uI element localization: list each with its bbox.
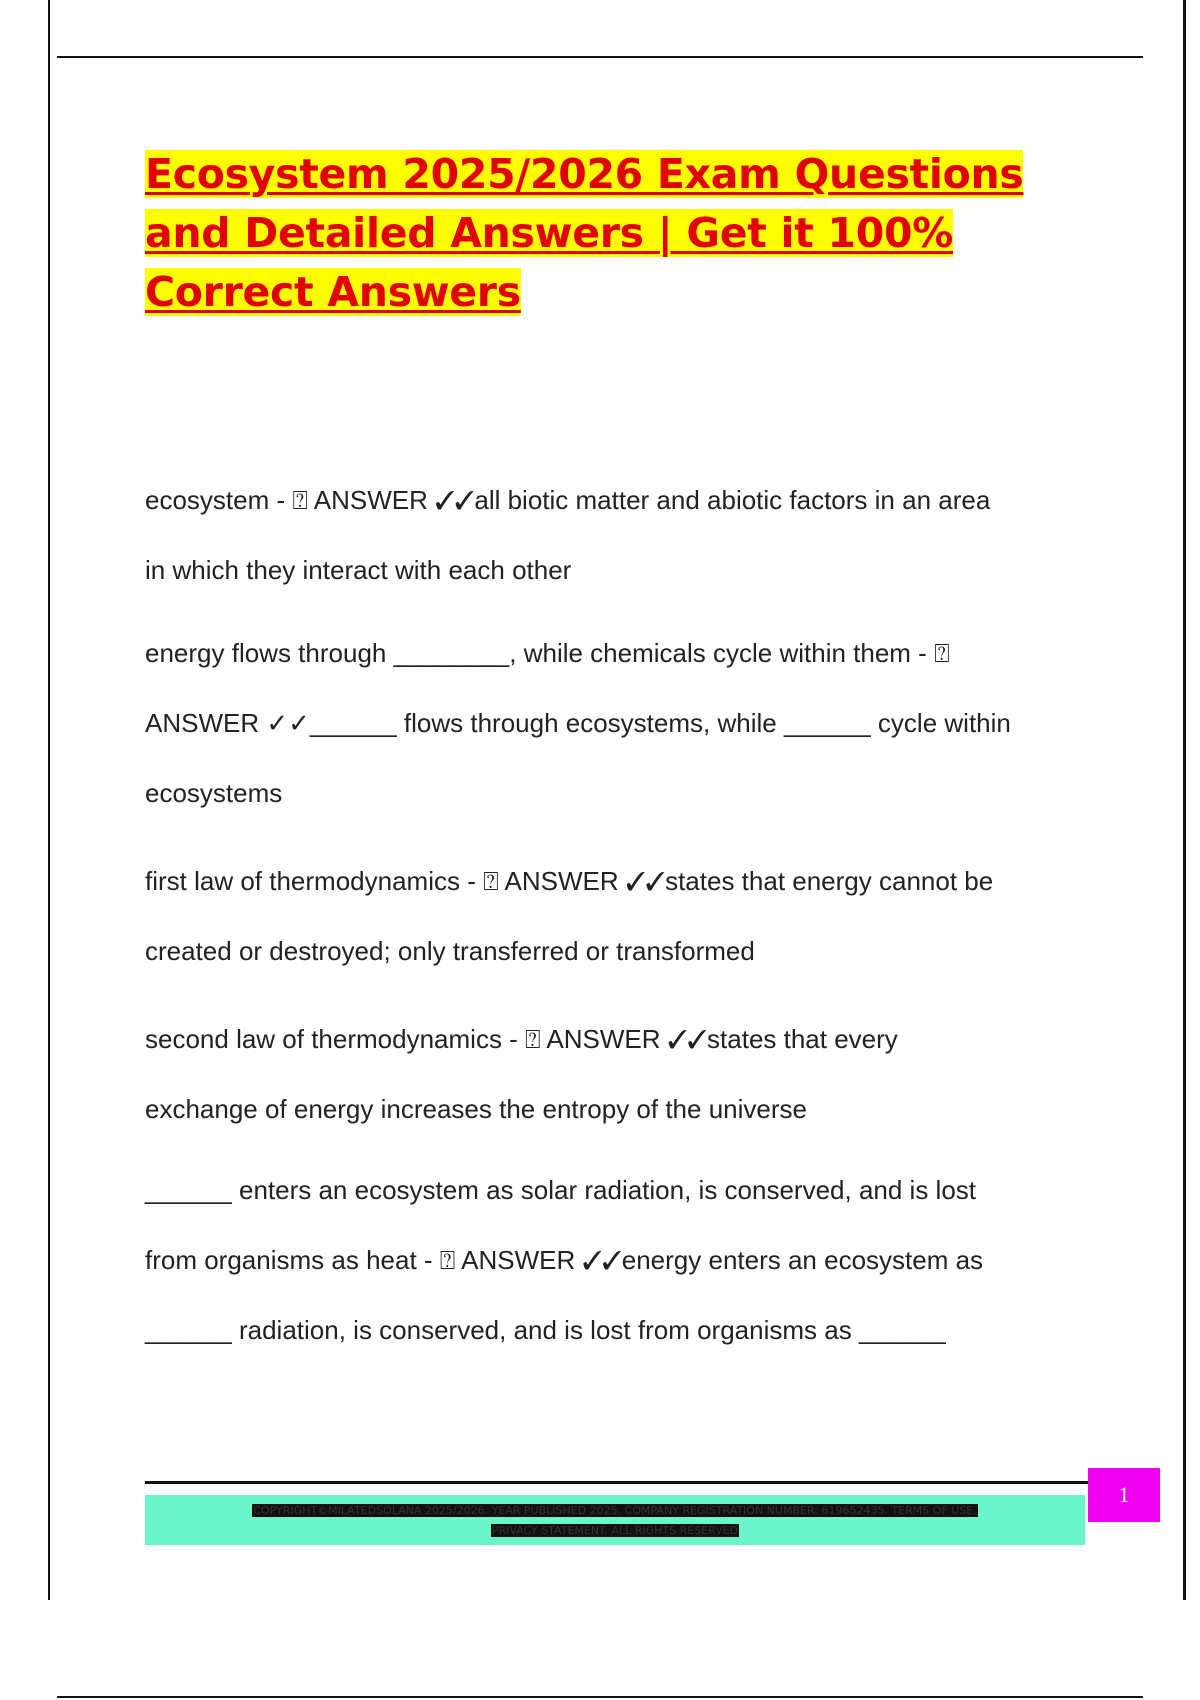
qa-item-solar-energy bbox=[145, 1155, 1080, 1365]
qa-line: ______ radiation, is conserved, and is lost from organisms as ______ bbox=[145, 1315, 946, 1345]
page-border-right bbox=[1183, 0, 1186, 1600]
qa-line: ecosystems bbox=[145, 778, 283, 808]
title-line: Ecosystem 2025/2026 Exam Questions bbox=[145, 150, 1024, 198]
qa-line: second law of thermodynamics - ⍰ ANSWER ✓✓states that every bbox=[145, 1024, 898, 1054]
qa-line: from organisms as heat - ⍰ ANSWER ✓✓energy enters an ecosystem as bbox=[145, 1245, 984, 1275]
header-rule bbox=[57, 56, 1143, 58]
page-number-badge: 1 bbox=[1088, 1468, 1160, 1522]
copyright-text: COPYRIGHT©MILATEDSOLANA 2025/2026. YEAR PUBLISHED 2025. COMPANY REGISTRATION NUMBER: 619652435. TERMS OF USE. bbox=[253, 1504, 977, 1517]
qa-item-energy-flows bbox=[145, 618, 1080, 828]
qa-line: energy flows through ________, while chemicals cycle within them - ⍰ bbox=[145, 638, 950, 668]
page-border-left bbox=[48, 0, 50, 1600]
qa-line: exchange of energy increases the entropy of the universe bbox=[145, 1094, 807, 1124]
next-page-rule bbox=[57, 1696, 1143, 1698]
qa-item-ecosystem bbox=[145, 465, 1080, 605]
title-line: Correct Answers bbox=[145, 268, 521, 316]
qa-line: ______ enters an ecosystem as solar radiation, is conserved, and is lost bbox=[145, 1175, 977, 1205]
qa-line: first law of thermodynamics - ⍰ ANSWER ✓✓states that energy cannot be bbox=[145, 866, 994, 896]
footer-rule bbox=[145, 1481, 1088, 1484]
qa-line: in which they interact with each other bbox=[145, 555, 572, 585]
title-line: and Detailed Answers | Get it 100% bbox=[145, 209, 953, 257]
qa-item-second-law bbox=[145, 1004, 1080, 1144]
qa-line: created or destroyed; only transferred or transformed bbox=[145, 936, 755, 966]
qa-line: ANSWER ✓✓______ flows through ecosystems, while ______ cycle within bbox=[145, 708, 1011, 738]
document-title bbox=[145, 145, 1045, 322]
copyright-text: PRIVACY STATEMENT. ALL RIGHTS RESERVED bbox=[491, 1524, 739, 1537]
qa-line: ecosystem - ⍰ ANSWER ✓✓all biotic matter and abiotic factors in an area bbox=[145, 485, 991, 515]
copyright-footer bbox=[145, 1495, 1085, 1545]
qa-item-first-law bbox=[145, 846, 1080, 986]
